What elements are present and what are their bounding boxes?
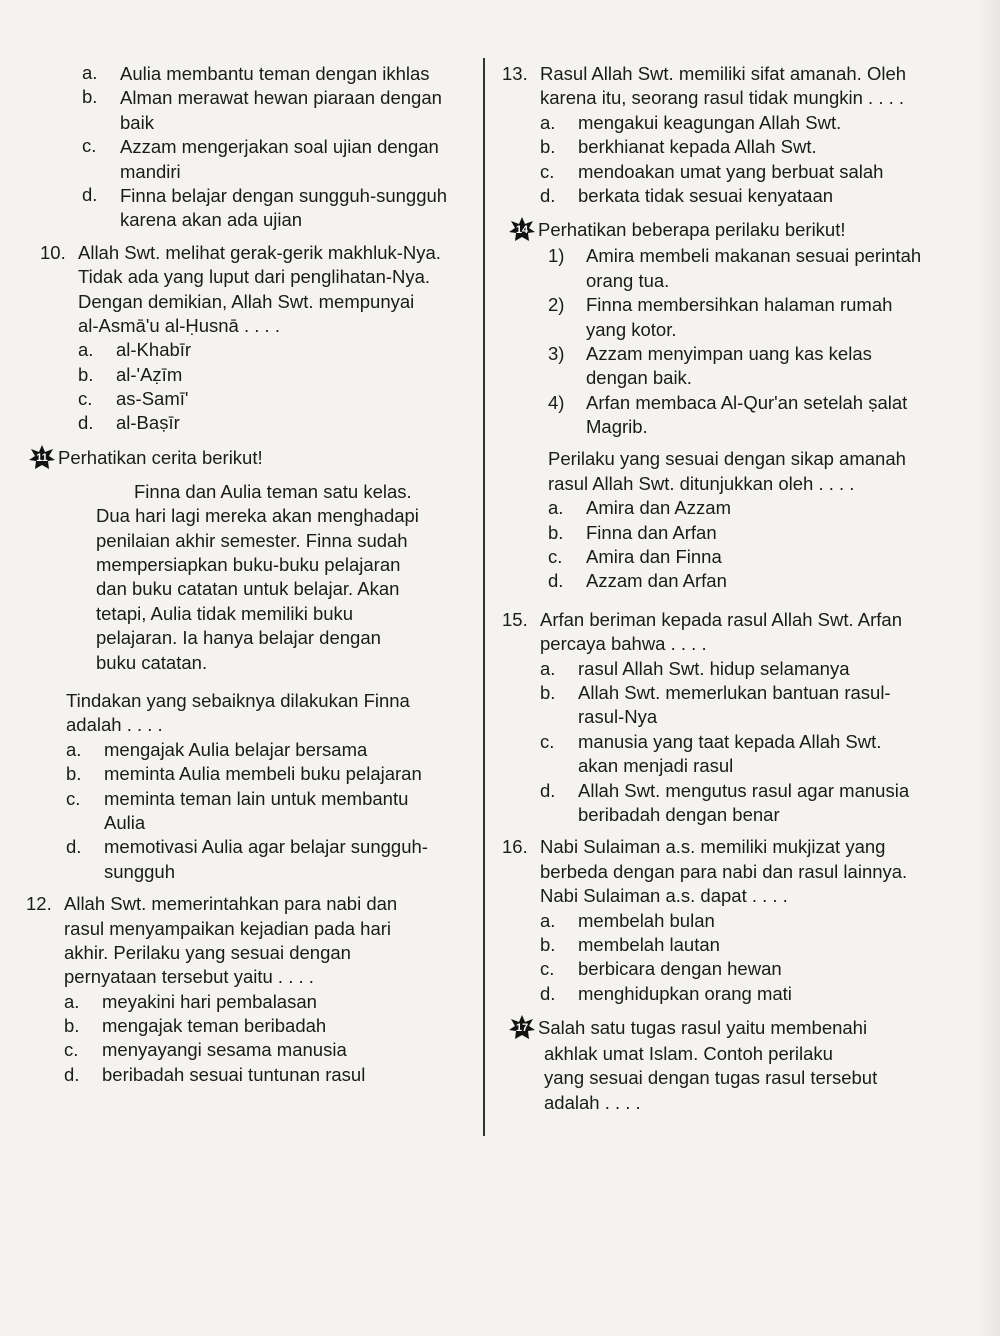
option-c[interactable]: c. mendoakan umat yang berbuat salah [540,160,884,182]
question-10: 10. Allah Swt. melihat gerak-gerik makhluk-Nya. Tidak ada yang luput dari penglihatan-Nya. Dengan demikian, Allah Swt. mempunyai al-Asmā'u al-Ḥusnā . . . . a. al-Khabīr b. al-'Aẓīm c. as-Samī' d. al-Baṣīr [40,241,480,436]
option-a[interactable]: a. mengakui keagungan Allah Swt. [540,111,842,133]
option-c[interactable]: c. meminta teman lain untuk membantu Aulia [66,787,409,833]
option-b[interactable]: b. berkhianat kepada Allah Swt. [540,136,817,158]
story-text: Finna dan Aulia teman satu kelas. Dua hari lagi mereka akan menghadapi penilaian akhir semester. Finna sudah mempersiapkan buku-buku pelajaran dan buku catatan untuk belajar. Akan tetapi, Aulia tidak memiliki buku pelajaran. Ia hanya belajar dengan buku catatan. [96,480,419,673]
question-14: 14 Perhatikan beberapa perilaku berikut! 1) Amira membeli makanan sesuai perintah orang tua. 2) Finna membersihkan halaman rumah yang kotor. 3) Azzam menyimpan uang kas kelas dengan baik. 4) Arfan membaca Al-Qur'an setelah ṣalat Magrib. Perilaku yang sesuai dengan sikap amanah rasul Allah Swt. ditunjukkan oleh . . . . a. Amira dan Azzam b. Finna dan Arfan c. Amira dan Finna d. Azzam dan Arfan [502,216,952,593]
question-11-heading: 11 Perhatikan cerita berikut! [28,444,480,472]
option-a[interactable]: a. membelah bulan [540,909,715,931]
option-a[interactable]: a. mengajak Aulia belajar bersama [66,738,368,760]
question-13: 13. Rasul Allah Swt. memiliki sifat amanah. Oleh karena itu, seorang rasul tidak mungkin . . . . a. mengakui keagungan Allah Swt. b. berkhianat kepada Allah Swt. c. mendoakan umat yang berbuat salah d. berkata tidak sesuai kenyataan [502,62,952,208]
option-c[interactable]: c. manusia yang taat kepada Allah Swt. akan menjadi rasul [540,730,882,777]
option-a[interactable]: a. rasul Allah Swt. hidup selamanya [540,657,850,679]
option-d[interactable]: d. Azzam dan Arfan [548,570,727,592]
option-d[interactable]: d. berkata tidak sesuai kenyataan [540,184,834,206]
question-15: 15. Arfan beriman kepada rasul Allah Swt. Arfan percaya bahwa . . . . a. rasul Allah Swt. hidup selamanya b. Allah Swt. memerlukan bantuan rasul- rasul-Nya c. manusia yang taat kepada Allah Swt. akan menjadi rasul d. Allah Swt. mengutus rasul agar manusia beribadah dengan benar [502,608,952,828]
question-16: 16. Nabi Sulaiman a.s. memiliki mukjizat yang berbeda dengan para nabi dan rasul lainnya. Nabi Sulaiman a.s. dapat . . . . a. membelah bulan b. membelah lautan c. berbicara dengan hewan d. menghidupkan orang mati [502,835,952,1006]
option-d[interactable]: d. Finna belajar dengan sungguh-sungguh karena akan ada ujian [82,183,448,231]
option-d[interactable]: d. Allah Swt. mengutus rasul agar manusia beribadah dengan benar [540,779,910,825]
option-c[interactable]: c. as-Samī' [78,388,189,410]
option-d[interactable]: d. memotivasi Aulia agar belajar sungguh- sungguh [66,836,428,882]
list-item: 4) Arfan membaca Al-Qur'an setelah ṣalat Magrib. [548,391,908,438]
question-12: 12. Allah Swt. memerintahkan para nabi dan rasul menyampaikan kejadian pada hari akhir. Perilaku yang sesuai dengan pernyataan tersebut yaitu . . . . a. meyakini hari pembalasan b. mengajak teman beribadah c. menyayangi sesama manusia d. beribadah sesuai tuntunan rasul [26,892,480,1087]
option-a[interactable]: a. Amira dan Azzam [548,497,731,519]
question-11: 11 Perhatikan cerita berikut! Finna dan Aulia teman satu kelas. Dua hari lagi mereka akan menghadapi penilaian akhir semester. Finna sudah mempersiapkan buku-buku pelajaran dan buku catatan untuk belajar. Akan tetapi, Aulia tidak memiliki buku pelajaran. Ia hanya belajar dengan buku catatan. Tindakan yang sebaiknya dilakukan Finna adalah . . . . a. mengajak Aulia belajar bersama b. meminta Aulia membeli buku pelajaran c. meminta teman lain untuk membantu Aulia d. memotivasi Aulia agar belajar sungguh- sungguh [40,444,480,884]
option-d[interactable]: d. al-Baṣīr [78,412,180,434]
option-c[interactable]: c. menyayangi sesama manusia [64,1039,347,1061]
list-item: 3) Azzam menyimpan uang kas kelas dengan baik. [548,342,872,389]
option-b[interactable]: b. mengajak teman beribadah [64,1015,327,1037]
option-b[interactable]: b. meminta Aulia membeli buku pelajaran [66,763,422,785]
option-a[interactable]: a. Aulia membantu teman dengan ikhlas [82,62,430,84]
left-column [26,62,480,1087]
question-17: 17 Salah satu tugas rasul yaitu membenahi akhlak umat Islam. Contoh perilaku yang sesuai dengan tugas rasul tersebut adalah . . . . [502,1014,952,1115]
option-c[interactable]: c. Amira dan Finna [548,546,722,568]
option-b[interactable]: b. Finna dan Arfan [548,521,717,543]
option-a[interactable]: a. meyakini hari pembalasan [64,990,317,1012]
option-d[interactable]: d. beribadah sesuai tuntunan rasul [64,1063,366,1085]
option-a[interactable]: a. al-Khabīr [78,339,192,361]
question-9-options [40,62,480,233]
option-c[interactable]: c. Azzam mengerjakan soal ujian dengan mandiri [82,135,439,182]
star-number-icon: 17 [508,1014,536,1042]
question-14-heading: 14 Perhatikan beberapa perilaku berikut! [508,216,952,244]
list-item: 2) Finna membersihkan halaman rumah yang kotor. [548,294,893,340]
option-b[interactable]: b. Allah Swt. memerlukan bantuan rasul- rasul-Nya [540,681,891,728]
list-item: 1) Amira membeli makanan sesuai perintah orang tua. [548,245,922,291]
page-edge-shadow [978,0,1000,1336]
option-b[interactable]: b. membelah lautan [540,933,720,955]
star-number-icon: 11 [28,444,56,472]
star-number-icon: 14 [508,216,536,244]
column-divider [483,58,485,1136]
option-d[interactable]: d. menghidupkan orang mati [540,982,792,1004]
question-17-heading: 17 Salah satu tugas rasul yaitu membenahi [508,1014,952,1042]
option-b[interactable]: b. Alman merawat hewan piaraan dengan baik [82,86,442,133]
option-b[interactable]: b. al-'Aẓīm [78,363,183,385]
right-column [502,62,952,1115]
option-c[interactable]: c. berbicara dengan hewan [540,958,782,980]
